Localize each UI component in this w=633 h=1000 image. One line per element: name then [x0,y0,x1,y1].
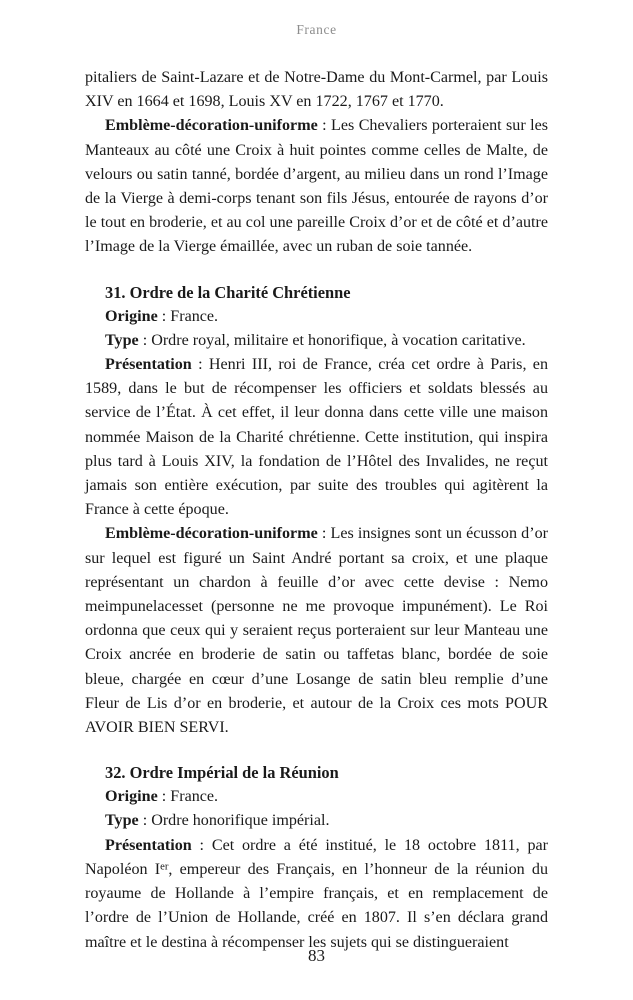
presentation-value-32-part2: , empereur des Français, en l’honneur de la réunion du royaume de Hollande à l’empire français, et en remplacement de l’ordre de l’Union de Hollande, créé en 1807. Il s’en déclara grand maître et le destina à récompenser les sujets qui se distingueraient [85,860,549,951]
origine-value-32: : France. [157,788,219,806]
ordinal-suffix-premier: er [160,861,169,873]
order-title-32: 32. Ordre Impérial de la Réunion [105,763,339,783]
presentation-label-31: Présentation [105,356,192,374]
embleme-text-intro: : Les Chevaliers porteraient sur les Manteaux au côté une Croix à huit pointes comme celles de Malte, de velours ou satin tanné, bordée d’argent, au milieu dans un rond l’Image de la Vierge à demi-corps tenant son fils Jésus, entourée de rayons d’or le tout en broderie, et au col une pareille Croix d’or et de côté et d’autre l’Image de la Vierge émaillée, avec un ruban de soie tannée. [85,117,548,256]
section-spacer-31 [85,260,548,280]
presentation-label-32: Présentation [105,836,192,854]
page-number: 83 [308,946,325,965]
running-head: France [296,22,337,37]
order-31-embleme [85,522,548,740]
presentation-value-32-part1: : Cet ordre a été institué, le 18 octobre 1811, par Napoléon I [85,836,548,878]
type-value-31: : Ordre royal, militaire et honorifique, à vocation caritative. [138,331,526,349]
order-title-31: 31. Ordre de la Charité Chrétienne [105,282,351,302]
body-text-column [85,66,548,955]
embleme-value-31: : Les insignes sont un écusson d’or sur lequel est figuré un Saint André portant sa croix, et une plaque représentant un chardon à feuille d’or avec cette devise : Nemo meimpunelacesset (personne ne me provoque impunément). Le Roi ordonna que ceux qui y seraient reçus porteraient sur leur Manteau une Croix ancrée en broderie de satin ou taffetas blanc, bordée de soie bleue, chargée en cœur d’une Losange de satin bleu remplie d’une Fleur de Lis d’or en broderie, et autour de la Croix ces mots POUR AVOIR BIEN SERVI. [85,525,548,737]
embleme-label-31: Emblème-décoration-uniforme [105,525,318,543]
embleme-paragraph-intro [85,114,548,259]
order-32-type [85,809,548,833]
origine-value-31: : France. [157,307,219,325]
order-32-presentation [85,834,548,955]
origine-label-32: Origine [105,788,158,806]
type-label-31: Type [105,331,139,349]
order-31-presentation [85,353,548,522]
type-label-32: Type [105,812,139,830]
continued-paragraph [85,66,548,114]
continued-paragraph-text: pitaliers de Saint-Lazare et de Notre-Dame du Mont-Carmel, par Louis XIV en 1664 et 1698, Louis XV en 1722, 1767 et 1770. [85,69,548,111]
order-31-type [85,329,548,353]
section-spacer-32 [85,740,548,760]
order-31-origine [85,305,548,329]
embleme-label-intro: Emblème-décoration-uniforme [105,117,318,135]
origine-label-31: Origine [105,307,158,325]
order-32-origine [85,785,548,809]
presentation-value-31: : Henri III, roi de France, créa cet ordre à Paris, en 1589, dans le but de récompenser les officiers et soldats blessés au service de l’État. À cet effet, il leur donna dans cette ville une maison nommée Maison de la Charité chrétienne. Cette institution, qui inspira plus tard à Louis XIV, la fondation de l’Hôtel des Invalides, ne reçut jamais son entière exécution, par suite des troubles qui agitèrent la France à cette époque. [85,356,548,519]
type-value-32: : Ordre honorifique impérial. [138,812,330,830]
